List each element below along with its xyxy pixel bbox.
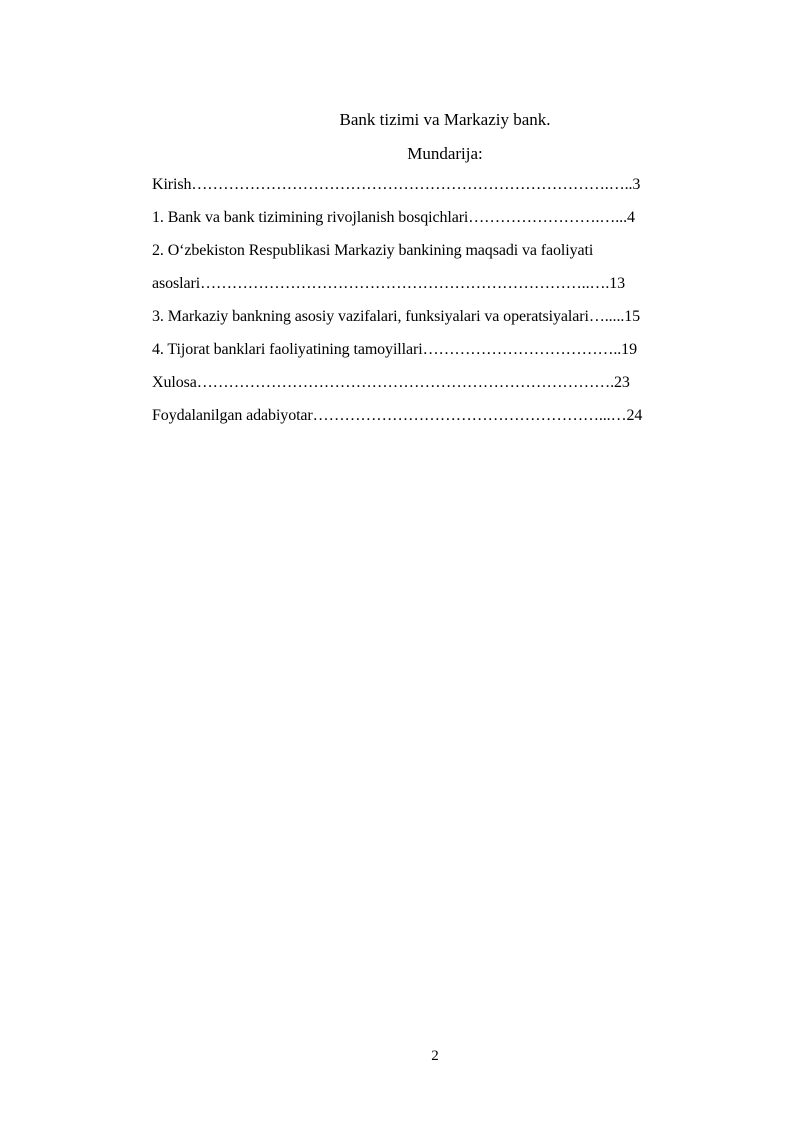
toc-entry-kirish: Kirish…………………………………………………………………….…..3 xyxy=(152,176,641,193)
toc-heading: Mundarija: xyxy=(407,144,483,163)
toc-entry-xulosa: Xulosa…………………………………………………………………….23 xyxy=(152,374,630,391)
toc-entry-chapter-4: 4. Tijorat banklari faoliyatining tamoyillari………………………………..19 xyxy=(152,341,637,358)
toc-entry-chapter-3: 3. Markaziy bankning asosiy vazifalari, funksiyalari va operatsiyalari….....15 xyxy=(152,308,641,325)
toc-entry-references: Foydalanilgan adabiyotar………………………………………………...…24 xyxy=(152,407,643,424)
toc-entry-chapter-2: 2. O‘zbekiston Respublikasi Markaziy bankining maqsadi va faoliyati xyxy=(152,242,594,259)
page-number: 2 xyxy=(431,1048,439,1064)
document-title: Bank tizimi va Markaziy bank. xyxy=(339,110,551,129)
toc-entry-chapter-1: 1. Bank va bank tizimining rivojlanish bosqichlari…………………….…...4 xyxy=(152,209,635,226)
table-of-contents xyxy=(152,174,742,438)
toc-entry-chapter-2-continued: asoslari………………………………………………………………..….13 xyxy=(152,275,626,292)
